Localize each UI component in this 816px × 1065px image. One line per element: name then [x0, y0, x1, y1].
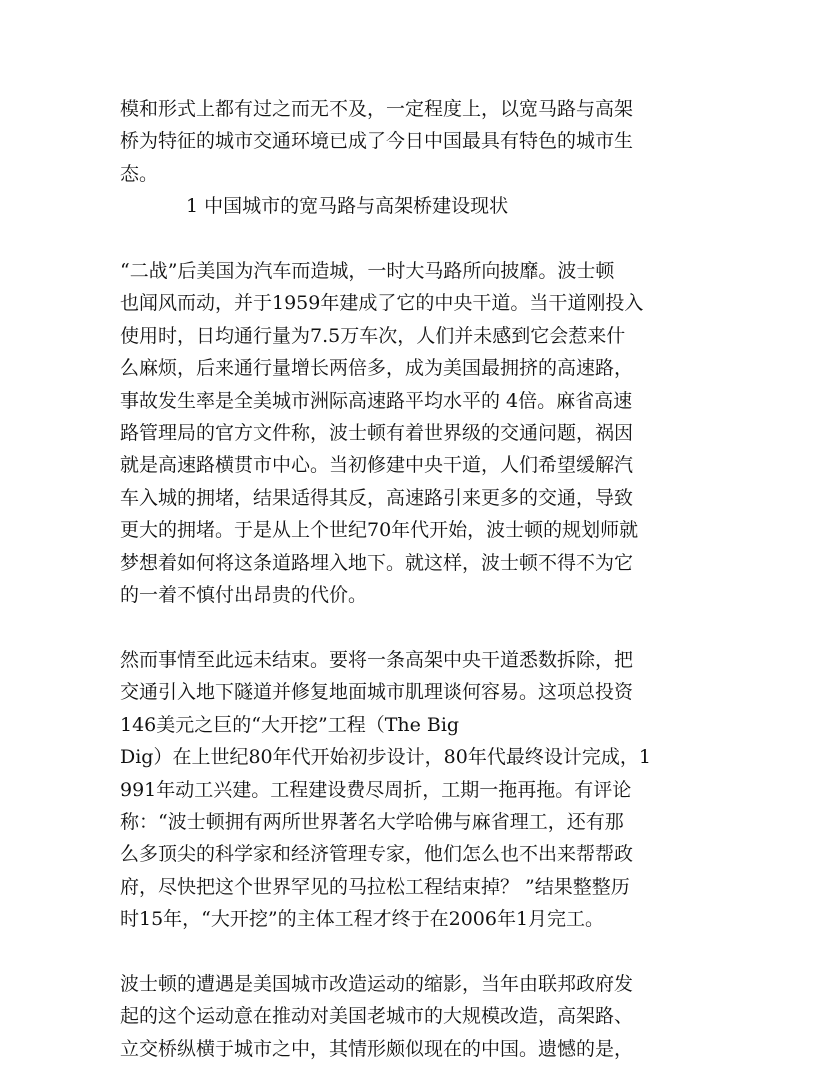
text-line: 桥为特征的城市交通环境已成了今日中国最具有特色的城市生 — [120, 130, 634, 153]
document-body — [120, 93, 696, 1065]
text-line: 梦想着如何将这条道路埋入地下。就这样，波士顿不得不为它 — [120, 551, 634, 574]
text-line: 事故发生率是全美城市洲际高速路平均水平的 4倍。麻省高速 — [120, 389, 633, 412]
text-line: 也闻风而动，并于1959年建成了它的中央干道。当干道刚投入 — [120, 292, 644, 315]
text-line: 146美元之巨的“大开挖”工程（The Big — [120, 713, 460, 736]
text-line: 更大的拥堵。于是从上个世纪70年代开始，波士顿的规划师就 — [120, 519, 639, 542]
paragraph-urban-renewal — [120, 968, 696, 1065]
paragraph-spacer — [120, 936, 696, 968]
text-line: 府，尽快把这个世界罕见的马拉松工程结束掉？ ”结果整整历 — [120, 875, 630, 898]
text-line: 态。 — [120, 162, 159, 185]
text-line: Dig）在上世纪80年代开始初步设计，80年代最终设计完成，1 — [120, 746, 651, 769]
text-line: 波士顿的遭遇是美国城市改造运动的缩影，当年由联邦政府发 — [120, 972, 634, 995]
text-line: 么麻烦，后来通行量增长两倍多，成为美国最拥挤的高速路， — [120, 357, 634, 380]
text-line: 交通引入地下隧道并修复地面城市肌理谈何容易。这项总投资 — [120, 681, 634, 704]
paragraph-spacer — [120, 223, 696, 255]
text-line: 么多顶尖的科学家和经济管理专家，他们怎么也不出来帮帮政 — [120, 843, 634, 866]
section-heading: 1 中国城市的宽马路与高架桥建设现状 — [186, 195, 509, 218]
text-line: “二战”后美国为汽车而造城，一时大马路所向披靡。波士顿 — [120, 260, 615, 283]
text-line: 立交桥纵横于城市之中，其情形颇似现在的中国。遗憾的是， — [120, 1037, 634, 1060]
text-line: 使用时，日均通行量为7.5万车次，人们并未感到它会惹来什 — [120, 324, 626, 347]
paragraph-boston-artery — [120, 255, 696, 611]
paragraph-spacer — [120, 611, 696, 643]
text-line: 模和形式上都有过之而无不及，一定程度上，以宽马路与高架 — [120, 98, 634, 120]
text-line: 时15年，“大开挖”的主体工程才终于在2006年1月完工。 — [120, 908, 605, 931]
text-line: 路管理局的官方文件称，波士顿有着世界级的交通问题，祸因 — [120, 422, 634, 445]
text-line: 起的这个运动意在推动对美国老城市的大规模改造，高架路、 — [120, 1005, 634, 1028]
text-line: 车入城的拥堵，结果适得其反，高速路引来更多的交通，导致 — [120, 486, 634, 509]
text-line: 就是高速路横贯市中心。当初修建中央干道，人们希望缓解汽 — [120, 454, 634, 477]
intro-paragraph — [120, 93, 696, 190]
paragraph-big-dig — [120, 644, 696, 936]
text-line: 991年动工兴建。工程建设费尽周折，工期一拖再拖。有评论 — [120, 778, 632, 801]
text-line: 称：“波士顿拥有两所世界著名大学哈佛与麻省理工，还有那 — [120, 810, 624, 833]
text-line: 的一着不慎付出昂贵的代价。 — [120, 584, 368, 607]
text-line: 然而事情至此远未结束。要将一条高架中央干道悉数拆除，把 — [120, 648, 634, 671]
